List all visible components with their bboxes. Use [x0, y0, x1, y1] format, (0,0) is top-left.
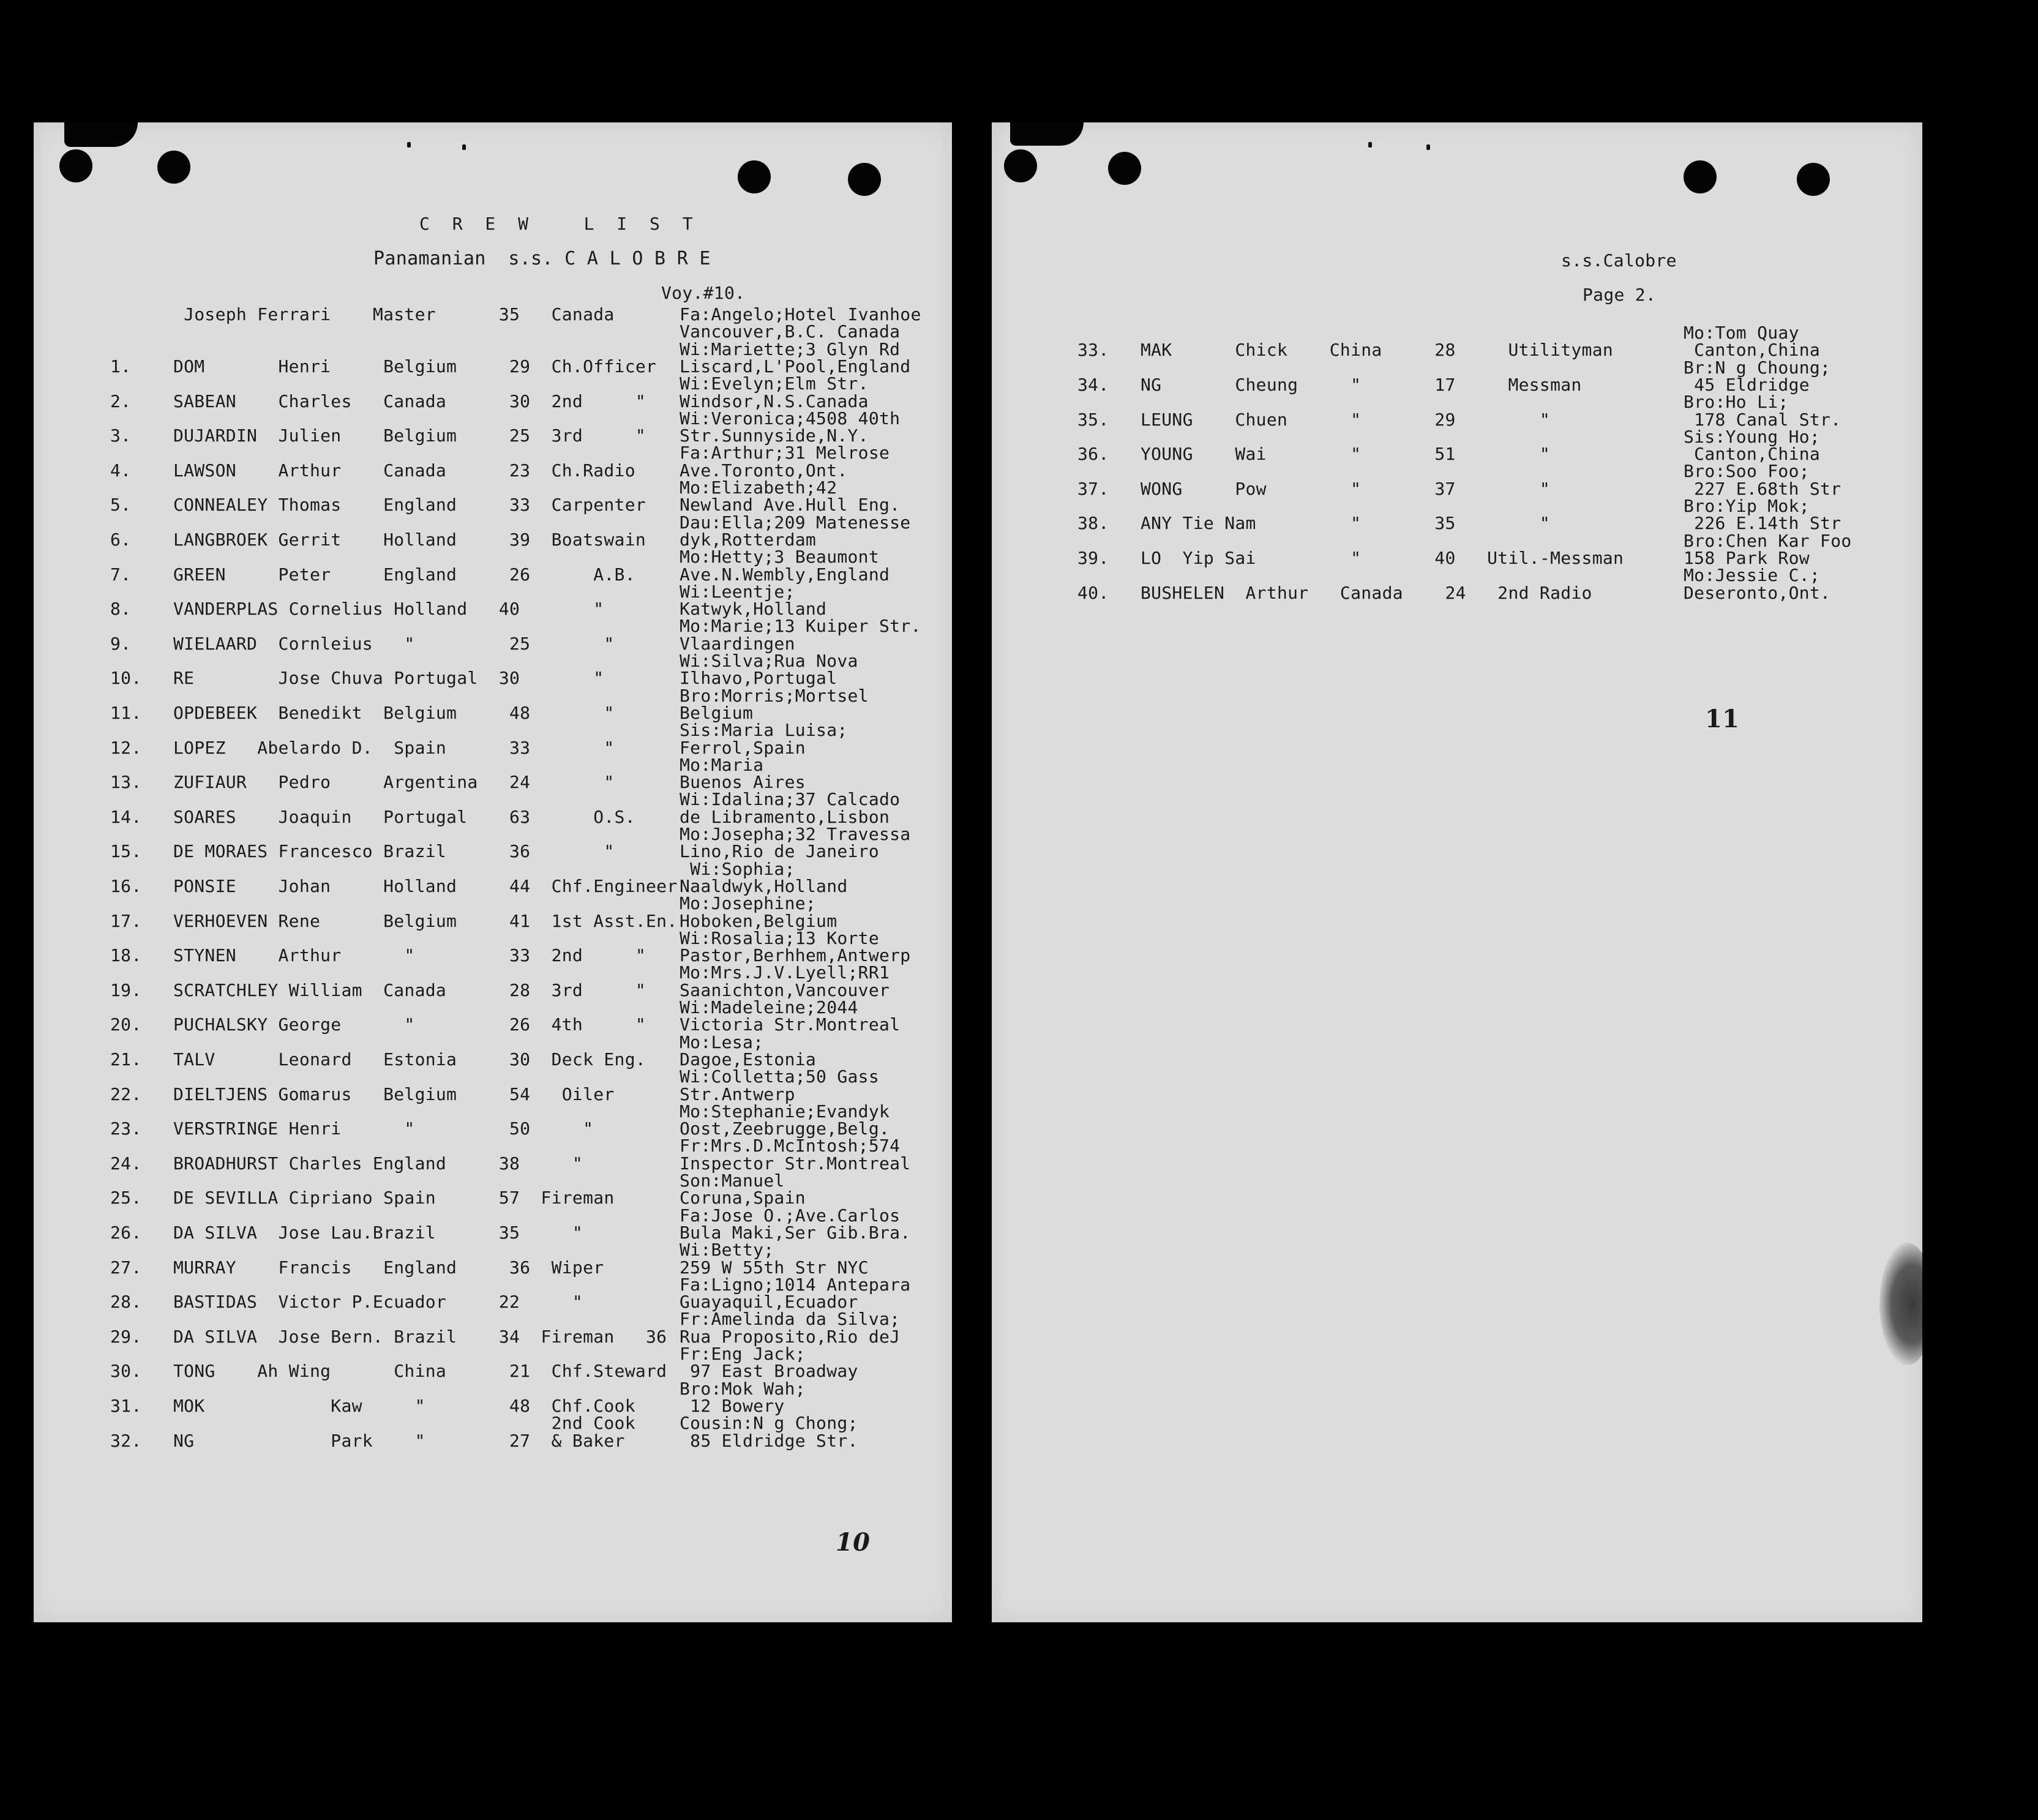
relative-address: Wi:Silva;Rua Nova: [680, 651, 858, 671]
crew-entry: 18. STYNEN Arthur " 33 2nd ": [110, 945, 646, 966]
crew-entry: 13. ZUFIAUR Pedro Argentina 24 ": [110, 772, 615, 793]
relative-address: Canton,China: [1684, 340, 1821, 361]
crew-entry: 2. SABEAN Charles Canada 30 2nd ": [110, 391, 646, 411]
relative-address: de Libramento,Lisbon: [680, 806, 890, 827]
relative-address: 97 East Broadway: [680, 1361, 858, 1382]
relative-address: Pastor,Berhhem,Antwerp: [680, 945, 911, 966]
paper-mark: [1368, 142, 1372, 148]
paper-mark: [462, 144, 466, 150]
relative-address: Fa:Arthur;31 Melrose: [680, 443, 890, 463]
paper-mark: [407, 142, 411, 148]
relative-address: Wi:Sophia;: [680, 858, 795, 879]
punch-hole: [848, 163, 881, 196]
crew-entry: 34. NG Cheung " 17 Messman: [1077, 374, 1582, 395]
relative-address: Mo:Elizabeth;42: [680, 477, 837, 498]
relative-address: Fa:Ligno;1014 Antepara: [680, 1274, 911, 1295]
crew-entry: 9. WIELAARD Cornleius " 25 ": [110, 633, 615, 654]
crew-entry: 26. DA SILVA Jose Lau.Brazil 35 ": [110, 1222, 583, 1243]
crew-entry: 23. VERSTRINGE Henri " 50 ": [110, 1118, 594, 1139]
relative-address: Fr:Amelinda da Silva;: [680, 1309, 901, 1330]
crew-entry: 24. BROADHURST Charles England 38 ": [110, 1153, 583, 1174]
relative-address: Oost,Zeebrugge,Belg.: [680, 1118, 890, 1139]
relative-address: Wi:Madeleine;2044: [680, 997, 858, 1017]
crew-entry: 40. BUSHELEN Arthur Canada 24 2nd Radio: [1077, 582, 1592, 603]
relative-address: Wi:Idalina;37 Calcado: [680, 789, 901, 810]
crew-entry: 3. DUJARDIN Julien Belgium 25 3rd ": [110, 425, 646, 446]
relative-address: Lino,Rio de Janeiro: [680, 841, 879, 862]
crew-entry: 4. LAWSON Arthur Canada 23 Ch.Radio: [110, 460, 635, 481]
relative-address: Wi:Mariette;3 Glyn Rd: [680, 339, 901, 359]
relative-address: Wi:Veronica;4508 40th: [680, 408, 901, 429]
relative-address: Bula Maki,Ser Gib.Bra.: [680, 1222, 911, 1243]
relative-address: Mo:Jessie C.;: [1684, 565, 1821, 586]
relative-address: Hoboken,Belgium: [680, 910, 837, 931]
relative-address: Coruna,Spain: [680, 1188, 806, 1208]
voyage-number: Voy.#10.: [661, 283, 746, 303]
relative-address: Bro:Soo Foo;: [1684, 461, 1810, 482]
crew-entry: 12. LOPEZ Abelardo D. Spain 33 ": [110, 737, 615, 758]
crew-list-page-2: [992, 122, 1922, 1622]
relative-address: Son:Manuel: [680, 1170, 785, 1191]
punch-hole: [59, 149, 92, 182]
paper-mark: [1426, 144, 1430, 150]
relative-address: Ave.N.Wembly,England: [680, 564, 890, 585]
crew-entry: 22. DIELTJENS Gomarus Belgium 54 Oiler: [110, 1084, 615, 1104]
relative-address: Dagoe,Estonia: [680, 1049, 817, 1069]
relative-address: Bro:Morris;Mortsel: [680, 685, 869, 706]
crew-entry: 20. PUCHALSKY George " 26 4th ": [110, 1014, 646, 1035]
relative-address: Newland Ave.Hull Eng.: [680, 495, 901, 515]
punch-hole: [1684, 160, 1717, 193]
relative-address: Bro:Ho Li;: [1684, 392, 1789, 413]
relative-address: Canton,China: [1684, 444, 1821, 465]
crew-entry: 39. LO Yip Sai " 40 Util.-Messman: [1077, 547, 1624, 568]
relative-address: Vlaardingen: [680, 633, 795, 654]
crew-entry: 38. ANY Tie Nam " 35 ": [1077, 513, 1551, 534]
ink-smudge: [1879, 1243, 1922, 1365]
relative-address: Fa:Jose O.;Ave.Carlos: [680, 1205, 901, 1226]
crew-entry: 29. DA SILVA Jose Bern. Brazil 34 Fireman 36: [110, 1326, 667, 1347]
relative-address: Mo:Josephine;: [680, 893, 817, 914]
crew-entry: 37. WONG Pow " 37 ": [1077, 478, 1551, 499]
relative-address: Fr:Mrs.D.McIntosh;574: [680, 1136, 901, 1156]
crew-entry: 14. SOARES Joaquin Portugal 63 O.S.: [110, 806, 635, 827]
crew-entry: 2nd Cook: [110, 1413, 635, 1434]
relative-address: Ave.Toronto,Ont.: [680, 460, 848, 481]
crew-entry: 33. MAK Chick China 28 Utilityman: [1077, 340, 1614, 361]
relative-address: 227 E.68th Str: [1684, 478, 1841, 499]
relative-address: Belgium: [680, 702, 754, 723]
crew-entry: 7. GREEN Peter England 26 A.B.: [110, 564, 635, 585]
relative-address: Mo:Tom Quay: [1684, 323, 1799, 343]
relative-address: Fa:Angelo;Hotel Ivanhoe: [680, 304, 921, 324]
crew-entry: 27. MURRAY Francis England 36 Wiper: [110, 1257, 604, 1278]
relative-address: Str.Antwerp: [680, 1084, 795, 1104]
punch-hole: [1797, 163, 1830, 196]
crew-entry: 17. VERHOEVEN Rene Belgium 41 1st Asst.En.: [110, 910, 678, 931]
crew-entry: 32. NG Park " 27 & Baker: [110, 1430, 625, 1451]
crew-entry: 16. PONSIE Johan Holland 44 Chf.Engineer: [110, 875, 678, 896]
punch-hole: [157, 151, 190, 184]
relative-address: Bro:Chen Kar Foo: [1684, 530, 1852, 551]
relative-address: Guayaquil,Ecuador: [680, 1292, 858, 1313]
punch-hole: [1004, 149, 1037, 182]
crew-list-page-1: [34, 122, 952, 1622]
relative-address: Dau:Ella;209 Matenesse: [680, 512, 911, 533]
relative-address: 178 Canal Str.: [1684, 409, 1841, 430]
relative-address: Mo:Hetty;3 Beaumont: [680, 547, 879, 567]
relative-address: Bro:Mok Wah;: [680, 1378, 806, 1399]
relative-address: Wi:Rosalia;13 Korte: [680, 927, 879, 948]
relative-address: 45 Eldridge: [1684, 374, 1810, 395]
punch-hole: [738, 160, 771, 193]
crew-entry: 25. DE SEVILLA Cipriano Spain 57 Fireman: [110, 1188, 615, 1208]
relative-address: Mo:Mrs.J.V.Lyell;RR1: [680, 962, 890, 983]
crew-entry: 31. MOK Kaw " 48 Chf.Cook: [110, 1395, 635, 1416]
document-subtitle: Panamanian s.s. C A L O B R E: [373, 248, 711, 269]
crew-entry: 21. TALV Leonard Estonia 30 Deck Eng.: [110, 1049, 646, 1069]
document-title: C R E W L I S T: [419, 214, 699, 234]
relative-address: Bro:Yip Mok;: [1684, 496, 1810, 516]
crew-entry: 30. TONG Ah Wing China 21 Chf.Steward: [110, 1361, 667, 1382]
relative-address: 259 W 55th Str NYC: [680, 1257, 869, 1278]
relative-address: 226 E.14th Str: [1684, 513, 1841, 534]
crew-entry: 19. SCRATCHLEY William Canada 28 3rd ": [110, 979, 646, 1000]
relative-address: Windsor,N.S.Canada: [680, 391, 869, 411]
relative-address: 12 Bowery: [680, 1395, 785, 1416]
relative-address: Mo:Maria: [680, 754, 764, 775]
relative-address: Liscard,L'Pool,England: [680, 356, 911, 376]
relative-address: Deseronto,Ont.: [1684, 582, 1831, 603]
page-label: Page 2.: [1583, 285, 1657, 305]
crew-entry: 8. VANDERPLAS Cornelius Holland 40 ": [110, 599, 604, 620]
relative-address: Wi:Evelyn;Elm Str.: [680, 373, 869, 394]
crew-entry: 11. OPDEBEEK Benedikt Belgium 48 ": [110, 702, 615, 723]
relative-address: Ferrol,Spain: [680, 737, 806, 758]
relative-address: Ilhavo,Portugal: [680, 668, 837, 689]
relative-address: Str.Sunnyside,N.Y.: [680, 425, 869, 446]
punch-hole: [1108, 152, 1141, 185]
torn-corner: [64, 122, 138, 147]
document-title: s.s.Calobre: [1561, 250, 1677, 271]
relative-address: Saanichton,Vancouver: [680, 979, 890, 1000]
relative-address: Sis:Young Ho;: [1684, 426, 1821, 447]
relative-address: Victoria Str.Montreal: [680, 1014, 901, 1035]
torn-corner: [1010, 122, 1084, 146]
crew-entry: 35. LEUNG Chuen " 29 ": [1077, 409, 1551, 430]
relative-address: Vancouver,B.C. Canada: [680, 321, 901, 342]
crew-entry: 1. DOM Henri Belgium 29 Ch.Officer: [110, 356, 657, 376]
relative-address: Wi:Colletta;50 Gass: [680, 1066, 879, 1087]
page-number: 10: [836, 1528, 871, 1557]
page-number: 11: [1705, 705, 1740, 733]
relative-address: Rua Proposito,Rio deJ: [680, 1326, 901, 1347]
relative-address: Mo:Josepha;32 Travessa: [680, 824, 911, 844]
crew-entry: 5. CONNEALEY Thomas England 33 Carpenter: [110, 495, 646, 515]
relative-address: Buenos Aires: [680, 772, 806, 793]
crew-entry: 15. DE MORAES Francesco Brazil 36 ": [110, 841, 615, 862]
relative-address: Mo:Lesa;: [680, 1032, 764, 1052]
relative-address: Fr:Eng Jack;: [680, 1344, 806, 1364]
relative-address: dyk,Rotterdam: [680, 529, 817, 550]
relative-address: 158 Park Row: [1684, 547, 1810, 568]
crew-entry: Joseph Ferrari Master 35 Canada: [110, 304, 615, 324]
crew-entry: 36. YOUNG Wai " 51 ": [1077, 444, 1551, 465]
relative-address: Cousin:N g Chong;: [680, 1413, 858, 1434]
crew-entry: 28. BASTIDAS Victor P.Ecuador 22 ": [110, 1292, 583, 1313]
relative-address: Wi:Leentje;: [680, 581, 795, 602]
relative-address: Br:N g Choung;: [1684, 357, 1831, 378]
crew-entry: 6. LANGBROEK Gerrit Holland 39 Boatswain: [110, 529, 646, 550]
relative-address: Wi:Betty;: [680, 1240, 774, 1260]
relative-address: 85 Eldridge Str.: [680, 1430, 858, 1451]
relative-address: Mo:Marie;13 Kuiper Str.: [680, 616, 921, 637]
relative-address: Naaldwyk,Holland: [680, 875, 848, 896]
relative-address: Inspector Str.Montreal: [680, 1153, 911, 1174]
relative-address: Sis:Maria Luisa;: [680, 720, 848, 741]
relative-address: Katwyk,Holland: [680, 599, 827, 620]
relative-address: Mo:Stephanie;Evandyk: [680, 1101, 890, 1122]
crew-entry: 10. RE Jose Chuva Portugal 30 ": [110, 668, 604, 689]
